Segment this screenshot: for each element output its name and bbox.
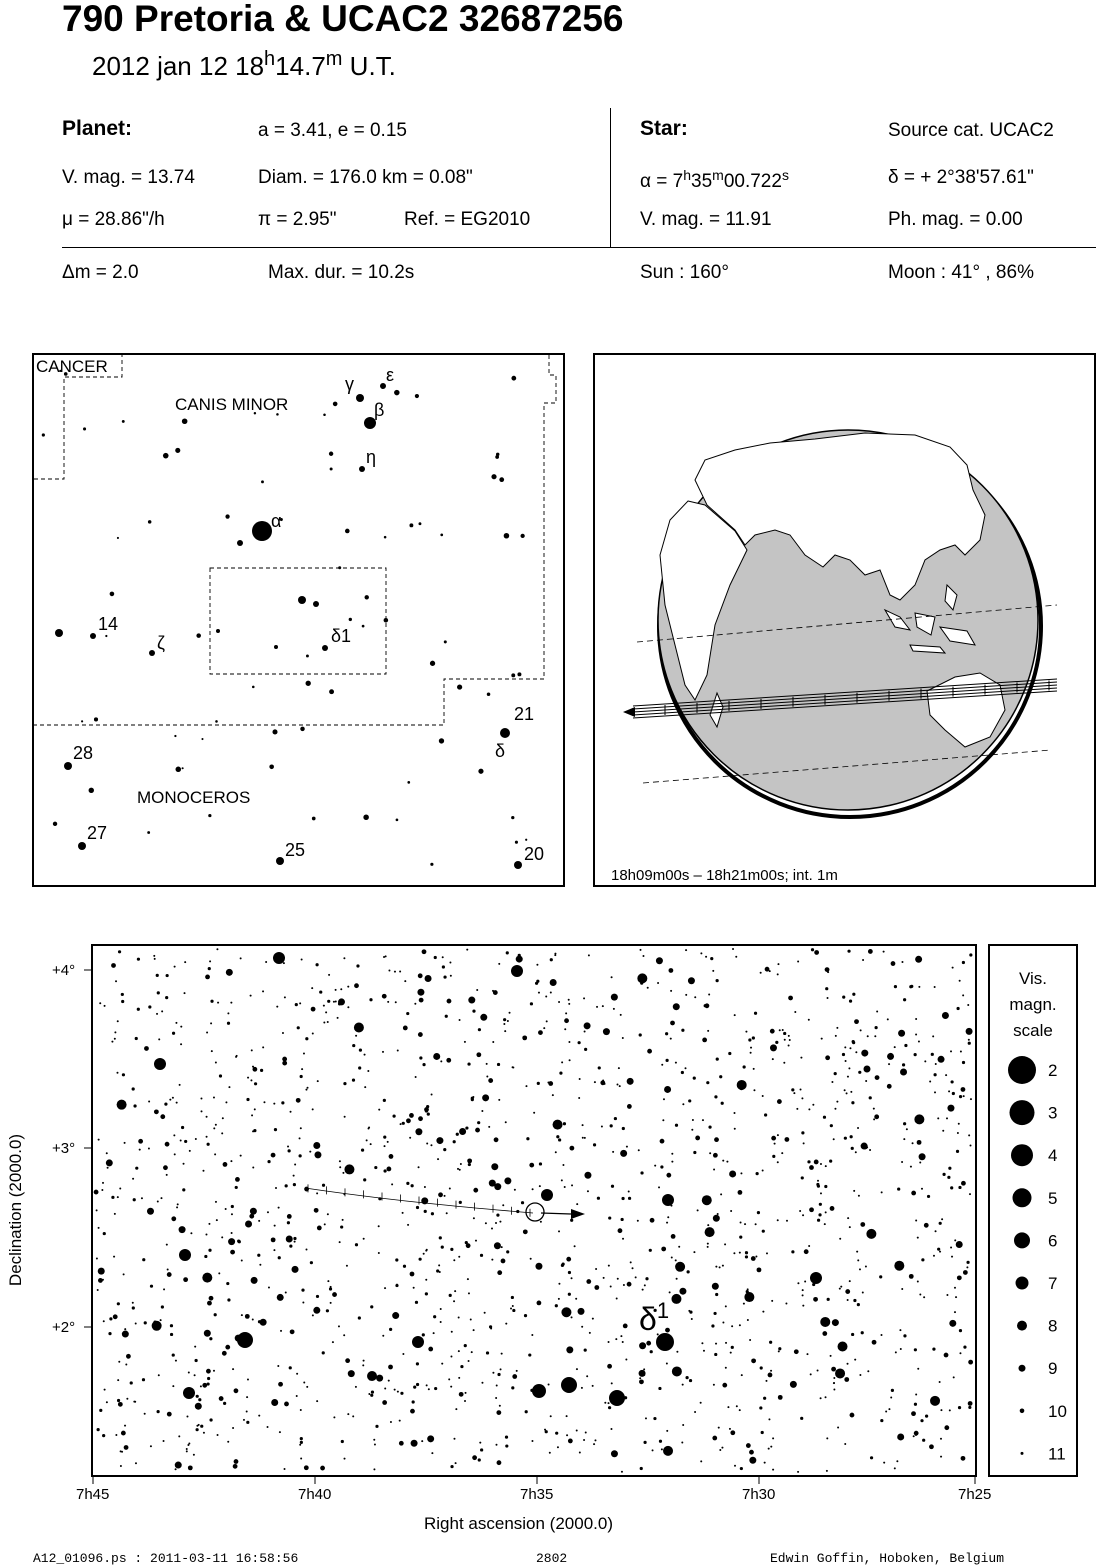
field-star bbox=[384, 618, 389, 623]
field-star bbox=[148, 520, 152, 524]
field-star bbox=[182, 767, 184, 769]
field-star bbox=[418, 522, 421, 525]
legend-dots bbox=[990, 946, 1076, 1475]
star-label-beta: β bbox=[374, 400, 385, 420]
legend-label: 8 bbox=[1048, 1316, 1058, 1336]
star-label-14: 14 bbox=[98, 614, 119, 634]
field-star bbox=[252, 686, 255, 689]
legend-dot bbox=[1014, 1232, 1030, 1248]
star-label-epsilon: ε bbox=[386, 365, 395, 385]
star-label-21: 21 bbox=[514, 704, 535, 724]
max-duration: Max. dur. = 10.2s bbox=[268, 262, 415, 283]
field-star bbox=[312, 817, 316, 821]
legend-label: 11 bbox=[1048, 1444, 1066, 1464]
legend-dot bbox=[1017, 1321, 1027, 1331]
page-title: 790 Pretoria & UCAC2 32687256 bbox=[62, 0, 624, 39]
label-cancer: CANCER bbox=[36, 357, 108, 376]
legend-label: 5 bbox=[1048, 1188, 1058, 1208]
legend-dot bbox=[1021, 1452, 1024, 1455]
field-star bbox=[306, 681, 311, 686]
footer-number: 2802 bbox=[536, 1551, 568, 1566]
star-label-alpha: α bbox=[271, 511, 282, 531]
star-label-20: 20 bbox=[524, 844, 545, 864]
legend-dot bbox=[1020, 1409, 1025, 1414]
field-star bbox=[329, 689, 334, 694]
y-axis-label: Declination (2000.0) bbox=[6, 1133, 25, 1287]
sun-elongation: Sun : 160° bbox=[640, 262, 729, 283]
star-phmag: Ph. mag. = 0.00 bbox=[888, 209, 1023, 230]
field-star bbox=[333, 402, 338, 407]
ra-tick-7h35: 7h35 bbox=[520, 1486, 554, 1503]
field-star bbox=[409, 523, 413, 527]
legend-label: 3 bbox=[1048, 1103, 1058, 1123]
footer-author: Edwin Goffin, Hoboken, Belgium bbox=[770, 1551, 1005, 1566]
named-star bbox=[55, 629, 63, 637]
path-direction-arrow bbox=[623, 707, 635, 717]
ra-tick-7h30: 7h30 bbox=[742, 1486, 776, 1503]
field-star bbox=[330, 467, 333, 470]
field-star bbox=[89, 788, 94, 793]
field-star bbox=[495, 455, 499, 459]
planet-orbit: a = 3.41, e = 0.15 bbox=[258, 120, 407, 141]
field-star bbox=[415, 394, 419, 398]
named-star bbox=[359, 466, 365, 472]
field-star bbox=[81, 720, 83, 722]
delta1-label: $\delta^1$ bbox=[639, 1298, 670, 1337]
legend-label: 2 bbox=[1048, 1061, 1058, 1080]
field-star bbox=[511, 673, 515, 677]
dec-tick-4: +4° bbox=[52, 962, 76, 979]
event-datetime: 2012 jan 12 18$^h$14.7$^m$ U.T. bbox=[92, 48, 396, 81]
star-label-eta: η bbox=[366, 447, 377, 467]
earth-globe-panel bbox=[593, 353, 1096, 887]
planet-reference: Ref. = EG2010 bbox=[404, 209, 531, 230]
named-star bbox=[237, 540, 243, 546]
legend-dot bbox=[1011, 1144, 1033, 1166]
field-star bbox=[338, 566, 341, 569]
field-star bbox=[163, 453, 169, 459]
field-star bbox=[407, 781, 410, 784]
named-star bbox=[90, 633, 96, 639]
legend-label: 6 bbox=[1048, 1231, 1058, 1251]
delta-magnitude: Δm = 2.0 bbox=[62, 262, 139, 283]
field-star bbox=[272, 729, 277, 734]
field-star bbox=[511, 816, 514, 819]
named-star bbox=[274, 645, 278, 649]
field-star bbox=[175, 448, 180, 453]
field-star bbox=[440, 534, 443, 537]
star-label-25: 25 bbox=[285, 840, 306, 860]
named-star bbox=[356, 394, 364, 402]
field-star bbox=[300, 727, 304, 731]
field-star bbox=[329, 452, 333, 456]
field-star bbox=[396, 819, 399, 822]
field-star bbox=[261, 480, 264, 483]
field-star bbox=[201, 738, 203, 740]
info-divider-vertical bbox=[610, 108, 611, 248]
named-star bbox=[216, 629, 220, 633]
field-star bbox=[175, 767, 181, 773]
star-heading: Star: bbox=[640, 117, 688, 140]
field-star bbox=[225, 514, 229, 518]
field-star bbox=[349, 618, 352, 621]
info-divider-horizontal bbox=[62, 247, 1096, 248]
named-star bbox=[64, 762, 72, 770]
named-star bbox=[298, 596, 306, 604]
moon-elongation: Moon : 41° , 86% bbox=[888, 262, 1034, 283]
ra-tick-7h40: 7h40 bbox=[298, 1486, 332, 1503]
field-star bbox=[430, 661, 435, 666]
field-star bbox=[499, 477, 504, 482]
star-right-ascension: $\alpha = 7^h35^m00.722^s$ bbox=[640, 167, 789, 192]
field-star bbox=[515, 841, 518, 844]
legend-label: 9 bbox=[1048, 1359, 1058, 1379]
field-star bbox=[525, 839, 527, 841]
field-star bbox=[208, 814, 211, 817]
field-star bbox=[83, 427, 86, 430]
ra-tick-7h45: 7h45 bbox=[76, 1486, 110, 1503]
star-source-catalog: Source cat. UCAC2 bbox=[888, 120, 1054, 141]
star-label-gamma: γ bbox=[345, 374, 354, 394]
field-star bbox=[362, 625, 365, 628]
field-star bbox=[430, 863, 433, 866]
star-vmag: V. mag. = 11.91 bbox=[640, 209, 772, 230]
field-star bbox=[517, 672, 521, 676]
field-star bbox=[384, 536, 387, 539]
field-star bbox=[269, 764, 274, 769]
star-declination: δ = + 2°38'57.61" bbox=[888, 167, 1034, 188]
field-star bbox=[174, 735, 176, 737]
field-star bbox=[365, 595, 369, 599]
field-star bbox=[117, 537, 119, 539]
field-star bbox=[521, 534, 525, 538]
legend-dot bbox=[1010, 1100, 1035, 1125]
legend-title: Vis. magn. scale bbox=[1009, 969, 1057, 1040]
field-star bbox=[182, 418, 188, 424]
field-star bbox=[491, 474, 496, 479]
legend-dot bbox=[1019, 1365, 1026, 1372]
field-star bbox=[53, 822, 57, 826]
field-star bbox=[306, 655, 309, 658]
field-star bbox=[42, 433, 45, 436]
planet-parallax: π = 2.95" bbox=[258, 209, 337, 230]
x-axis-label: Right ascension (2000.0) bbox=[424, 1514, 614, 1533]
field-star bbox=[363, 814, 369, 820]
legend-label: 10 bbox=[1048, 1401, 1067, 1421]
legend-dot bbox=[1016, 1277, 1029, 1290]
label-monoceros: MONOCEROS bbox=[137, 788, 251, 807]
footer-file: A12_01096.ps : 2011-03-11 16:58:56 bbox=[33, 1551, 299, 1566]
field-star bbox=[196, 633, 201, 638]
field-star bbox=[457, 684, 462, 689]
field-star bbox=[110, 592, 115, 597]
named-star bbox=[313, 601, 319, 607]
field-star bbox=[439, 738, 444, 743]
field-star bbox=[444, 640, 447, 643]
constellation-map bbox=[32, 353, 565, 887]
legend-label: 4 bbox=[1048, 1146, 1058, 1166]
named-star bbox=[78, 842, 86, 850]
field-star bbox=[487, 692, 491, 696]
legend-label: 7 bbox=[1048, 1274, 1058, 1293]
named-star bbox=[500, 728, 510, 738]
field-star bbox=[94, 717, 98, 721]
star-label-28: 28 bbox=[73, 743, 94, 763]
field-star bbox=[122, 420, 125, 423]
field-star bbox=[511, 376, 516, 381]
star-chart-axes bbox=[0, 930, 1000, 1490]
legend-dot bbox=[1013, 1188, 1032, 1207]
field-star bbox=[105, 635, 107, 637]
ra-tick-7h25: 7h25 bbox=[958, 1486, 992, 1503]
field-star bbox=[215, 720, 218, 723]
globe-caption: 18h09m00s – 18h21m00s; int. 1m bbox=[611, 867, 838, 884]
planet-motion: μ = 28.86"/h bbox=[62, 209, 165, 230]
named-star bbox=[252, 521, 272, 541]
field-star bbox=[504, 533, 510, 539]
earth-globe-svg bbox=[595, 355, 1094, 885]
field-star bbox=[345, 529, 350, 534]
constellation-map-svg bbox=[34, 355, 563, 885]
field-star bbox=[323, 414, 326, 417]
legend-dot bbox=[1008, 1056, 1036, 1084]
star-label-27: 27 bbox=[87, 823, 108, 843]
planet-vmag: V. mag. = 13.74 bbox=[62, 167, 195, 188]
star-label-delta1: δ1 bbox=[331, 626, 352, 646]
named-star bbox=[276, 857, 284, 865]
dec-tick-3: +3° bbox=[52, 1140, 76, 1157]
label-canis-minor: CANIS MINOR bbox=[175, 395, 289, 414]
star-label-delta: δ bbox=[495, 741, 506, 761]
field-star bbox=[394, 390, 399, 395]
magnitude-legend bbox=[988, 944, 1078, 1477]
named-star bbox=[149, 650, 155, 656]
planet-diameter: Diam. = 176.0 km = 0.08" bbox=[258, 167, 473, 188]
planet-heading: Planet: bbox=[62, 117, 133, 140]
field-star bbox=[147, 831, 150, 834]
star-label-zeta: ζ bbox=[157, 633, 165, 653]
dec-tick-2: +2° bbox=[52, 1319, 76, 1336]
named-star bbox=[514, 861, 522, 869]
named-star bbox=[322, 645, 328, 651]
field-star bbox=[478, 769, 483, 774]
